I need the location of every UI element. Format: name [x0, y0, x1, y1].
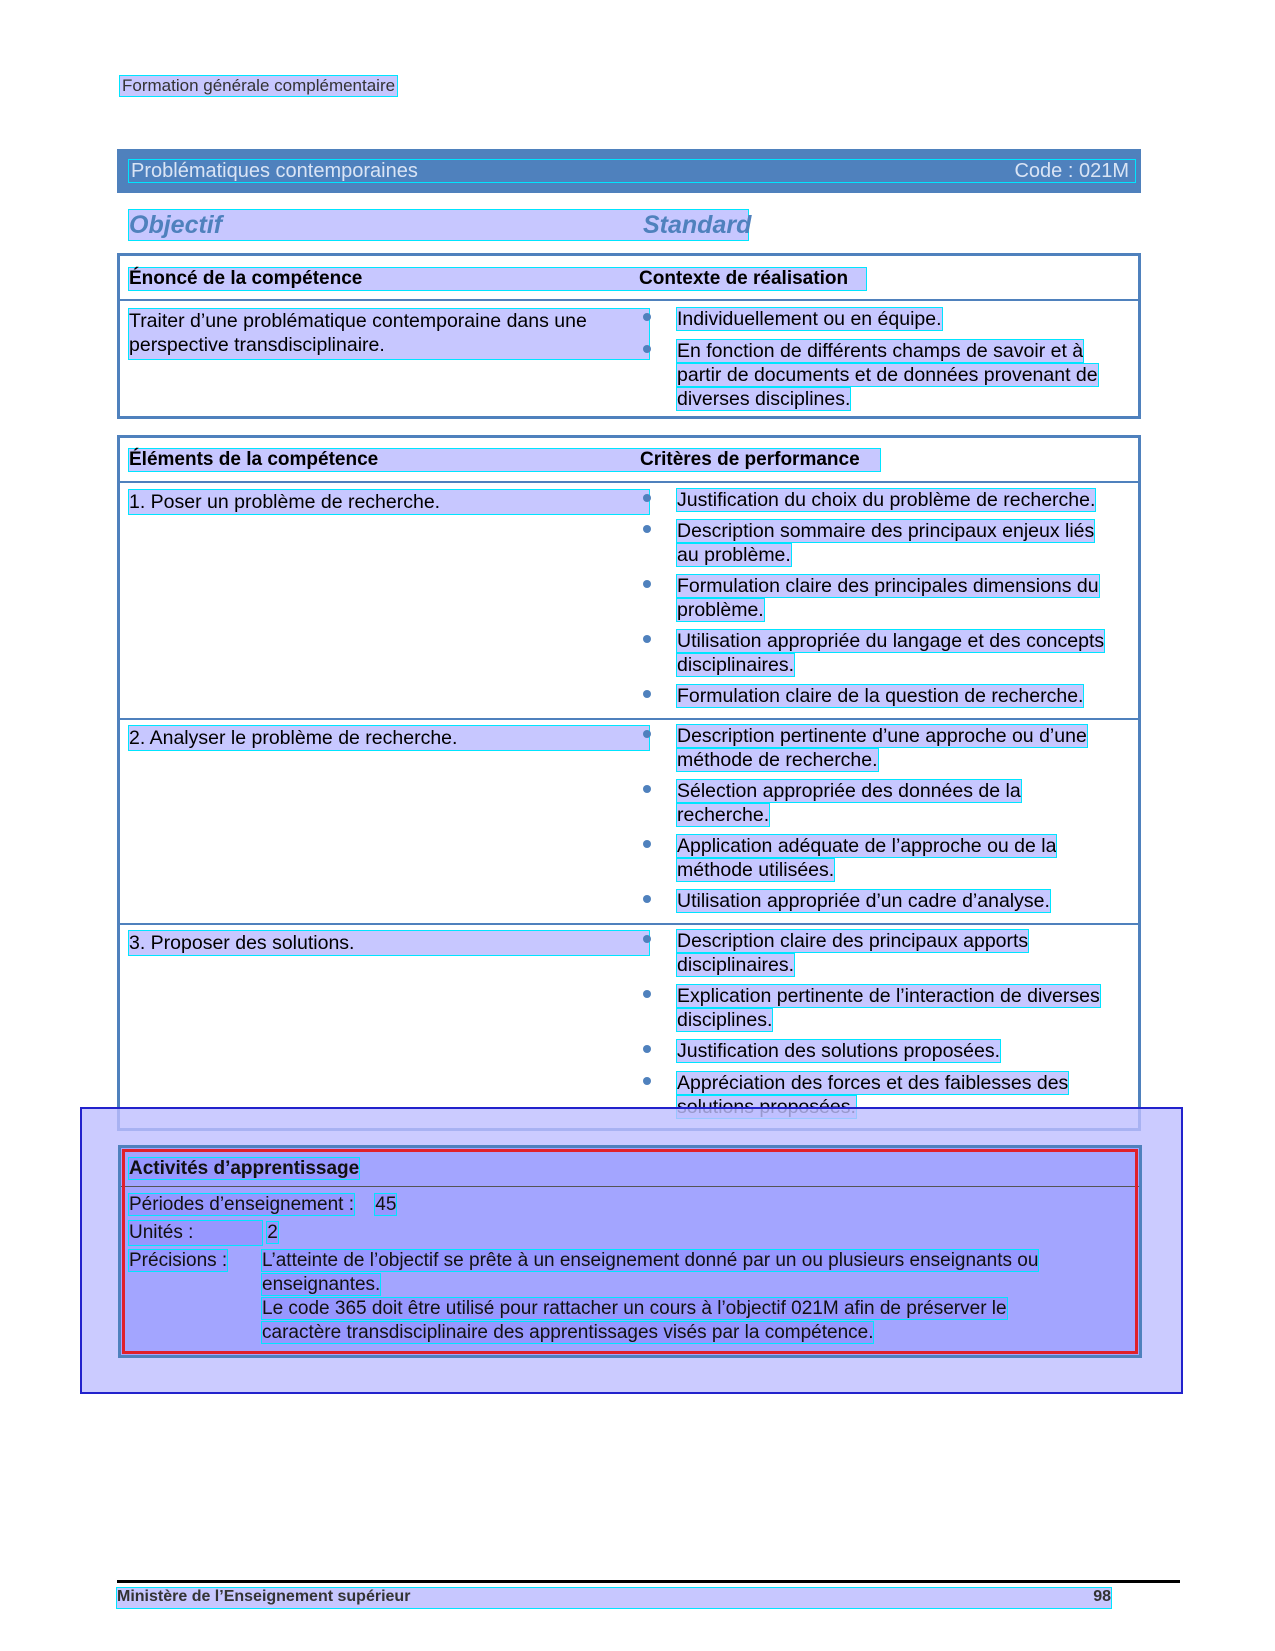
context-line: En fonction de différents champs de savoir et à	[677, 340, 1084, 362]
footer	[117, 1588, 1111, 1608]
statement-table-divider	[120, 299, 1138, 301]
criterion-line: Utilisation appropriée d’un cadre d’analyse.	[677, 890, 1050, 912]
activities-title	[129, 1157, 359, 1181]
criterion-line: Description sommaire des principaux enjeux liés	[677, 520, 1095, 542]
criterion-line: Utilisation appropriée du langage et des concepts	[677, 630, 1105, 652]
criterion-line: méthode de recherche.	[677, 749, 878, 771]
elements-table-divider	[120, 481, 1138, 483]
precisions-line: Le code 365 doit être utilisé pour rattacher un cours à l’objectif 021M afin de préserver le	[262, 1298, 1007, 1319]
statement-header-row	[129, 268, 866, 290]
elements-table-divider	[120, 718, 1138, 720]
criterion-line: disciplinaires.	[677, 654, 795, 676]
statement-left-header: Énoncé de la compétence	[129, 268, 363, 289]
periods-label: Périodes d’enseignement :	[129, 1194, 354, 1215]
activities-title-text: Activités d’apprentissage	[129, 1158, 360, 1179]
criterion-line: recherche.	[677, 804, 770, 826]
bullet-icon	[643, 525, 651, 533]
precisions-line: L’atteinte de l’objectif se prête à un enseignement donné par un ou plusieurs enseignants ou	[262, 1250, 1039, 1271]
precisions-label-row	[129, 1249, 227, 1273]
precisions-label: Précisions :	[129, 1250, 228, 1271]
elements-header-row	[129, 449, 880, 471]
criterion-line: Sélection appropriée des données de la	[677, 780, 1021, 802]
competency-statement	[129, 309, 649, 359]
bullet-icon	[643, 840, 651, 848]
bullet-icon	[643, 635, 651, 643]
criterion-line: Application adéquate de l’approche ou de la	[677, 835, 1057, 857]
criterion-line: disciplines.	[677, 1009, 773, 1031]
statement-line: Traiter d’une problématique contemporaine dans une	[129, 310, 587, 332]
bullet-icon	[643, 494, 651, 502]
criterion-line: Justification des solutions proposées.	[677, 1040, 1001, 1062]
precisions-line: enseignantes.	[262, 1274, 381, 1295]
bullet-icon	[643, 935, 651, 943]
footer-rule	[117, 1580, 1180, 1583]
precisions-text	[262, 1249, 1122, 1345]
periods-value: 45	[375, 1194, 397, 1215]
precisions-line: caractère transdisciplinaire des apprentissages visés par la compétence.	[262, 1322, 874, 1343]
elements-table-divider	[120, 923, 1138, 925]
competency-title-bar	[117, 149, 1141, 193]
bullet-icon	[643, 313, 651, 321]
bullet-icon	[643, 895, 651, 903]
criterion-line: problème.	[677, 599, 764, 621]
context-line: Individuellement ou en équipe.	[677, 308, 942, 330]
running-header: Formation générale complémentaire	[122, 76, 396, 95]
context-line: diverses disciplines.	[677, 388, 851, 410]
footer-page-number: 98	[1093, 1588, 1111, 1605]
objective-label: Objectif	[129, 211, 223, 239]
elements-right-header: Critères de performance	[640, 449, 860, 470]
bullet-icon	[643, 690, 651, 698]
criterion-line: Explication pertinente de l’interaction de diverses	[677, 985, 1100, 1007]
section-labels	[129, 210, 752, 240]
criterion-line: Formulation claire de la question de recherche.	[677, 685, 1084, 707]
periods-row	[129, 1193, 396, 1217]
element-label: 1. Poser un problème de recherche.	[129, 490, 649, 514]
units-label: Unités :	[129, 1221, 262, 1245]
standard-label: Standard	[643, 211, 752, 239]
bullet-icon	[643, 1045, 651, 1053]
context-line: partir de documents et de données provenant de	[677, 364, 1098, 386]
footer-ministry: Ministère de l’Enseignement supérieur	[117, 1588, 411, 1605]
criterion-line: Description pertinente d’une approche ou d’une	[677, 725, 1087, 747]
criterion-line: Appréciation des forces et des faiblesses des	[677, 1072, 1069, 1094]
criterion-line: disciplinaires.	[677, 954, 795, 976]
bullet-icon	[643, 730, 651, 738]
elements-left-header: Éléments de la compétence	[129, 449, 379, 470]
bullet-icon	[643, 345, 651, 353]
criterion-line: Formulation claire des principales dimensions du	[677, 575, 1099, 597]
competency-code: Code : 021M	[1014, 160, 1129, 182]
statement-line: perspective transdisciplinaire.	[129, 334, 385, 356]
statement-right-header: Contexte de réalisation	[639, 268, 849, 289]
bullet-icon	[643, 580, 651, 588]
bullet-icon	[643, 1077, 651, 1085]
bullet-icon	[643, 990, 651, 998]
criterion-line: au problème.	[677, 544, 791, 566]
competency-title: Problématiques contemporaines	[129, 160, 1135, 182]
element-label: 3. Proposer des solutions.	[129, 931, 649, 955]
criterion-line: méthode utilisées.	[677, 859, 835, 881]
bullet-icon	[643, 785, 651, 793]
element-label: 2. Analyser le problème de recherche.	[129, 726, 649, 750]
criterion-line: Description claire des principaux apports	[677, 930, 1029, 952]
units-value: 2	[267, 1222, 278, 1243]
units-row	[129, 1221, 278, 1245]
criterion-line: Justification du choix du problème de recherche.	[677, 489, 1096, 511]
